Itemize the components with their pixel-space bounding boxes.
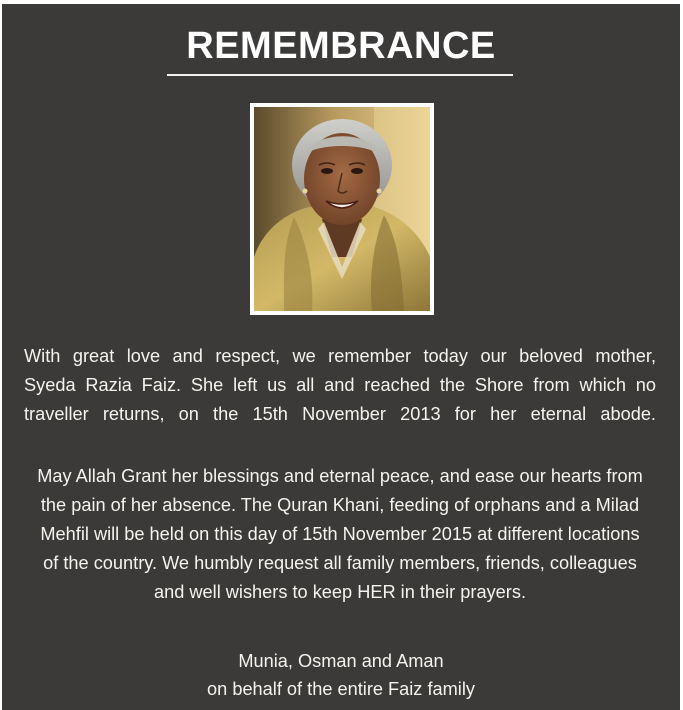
- memorial-line: traveller returns, on the 15th November 2013 for her eternal abode.: [24, 404, 656, 424]
- prayer-line: and well wishers to keep HER in their prayers.: [154, 582, 526, 602]
- signoff: [2, 647, 680, 703]
- prayer-line: May Allah Grant her blessings and eternal peace, and ease our hearts from: [37, 466, 643, 486]
- portrait-photo: [254, 107, 430, 311]
- portrait-frame: [250, 103, 434, 315]
- prayer-paragraph: [24, 462, 656, 607]
- title-underline: [167, 74, 513, 76]
- prayer-line: of the country. We humbly request all family members, friends, colleagues: [43, 553, 637, 573]
- memorial-paragraph: [24, 342, 656, 429]
- prayer-line: the pain of her absence. The Quran Khani, feeding of orphans and a Milad: [40, 495, 640, 515]
- memorial-line: Syeda Razia Faiz. She left us all and reached the Shore from which no: [24, 375, 656, 395]
- prayer-line: Mehfil will be held on this day of 15th November 2015 at different locations: [40, 524, 640, 544]
- remembrance-notice: [2, 4, 680, 710]
- notice-title: REMEMBRANCE: [186, 25, 496, 67]
- memorial-line: With great love and respect, we remember today our beloved mother,: [24, 346, 656, 366]
- signoff-on-behalf: on behalf of the entire Faiz family: [207, 679, 475, 699]
- signoff-names: Munia, Osman and Aman: [238, 651, 444, 671]
